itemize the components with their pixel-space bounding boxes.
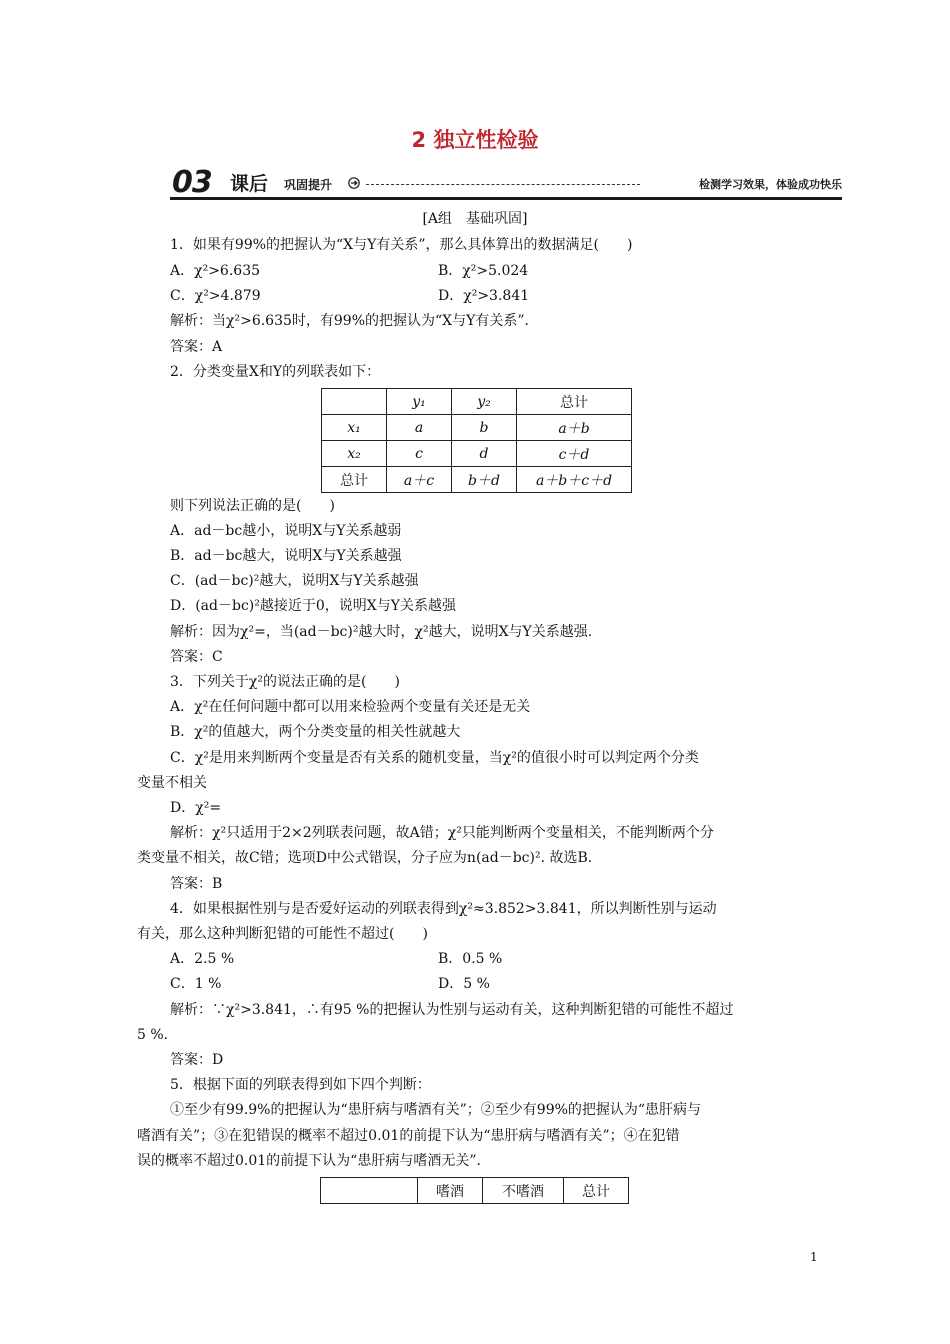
table-cell: 嗜酒 xyxy=(418,1178,483,1204)
banner-tagline: 检测学习效果，体验成功快乐 xyxy=(699,178,842,191)
table-cell: y₂ xyxy=(452,389,517,415)
option-1d: D．χ²>3.841 xyxy=(438,288,530,304)
table-cell: c xyxy=(387,441,452,467)
table-cell: 总计 xyxy=(517,389,632,415)
table-row xyxy=(322,467,632,493)
banner-dash-line xyxy=(366,184,640,185)
table-cell: x₁ xyxy=(322,415,387,441)
table-cell xyxy=(322,389,387,415)
question-4-continued: 有关，那么这种判断犯错的可能性不超过( ) xyxy=(137,926,428,942)
table-cell: x₂ xyxy=(322,441,387,467)
banner-number: 03 xyxy=(172,165,212,200)
table-cell: b xyxy=(452,415,517,441)
contingency-table-1 xyxy=(321,388,632,493)
option-4a: A．2.5 % xyxy=(170,951,235,967)
answer-2: 答案：C xyxy=(170,649,223,665)
option-2c: C．(ad－bc)²越大，说明X与Y关系越强 xyxy=(170,573,419,589)
question-3: 3．下列关于χ²的说法正确的是( ) xyxy=(170,674,400,690)
banner-subtitle: 巩固提升 xyxy=(284,178,333,192)
table-row xyxy=(321,1178,629,1204)
analysis-4: 解析：∵χ²>3.841，∴有95 %的把握认为性别与运动有关，这种判断犯错的可能性不超过 xyxy=(170,1002,734,1018)
table-row xyxy=(322,389,632,415)
page-number: 1 xyxy=(810,1250,818,1264)
option-3c: C．χ²是用来判断两个变量是否有关系的随机变量，当χ²的值很小时可以判定两个分类 xyxy=(170,750,699,766)
table-row xyxy=(322,441,632,467)
question-2: 2．分类变量X和Y的列联表如下： xyxy=(170,364,381,380)
section-header: [A组 基础巩固] xyxy=(422,211,528,227)
question-5-statements-continued: 嗜酒有关”；③在犯错误的概率不超过0.01的前提下认为“患肝病与嗜酒有关”；④在犯错 xyxy=(137,1128,680,1144)
analysis-3: 解析：χ²只适用于2×2列联表问题，故A错；χ²只能判断两个变量相关，不能判断两个分 xyxy=(170,825,714,841)
option-2d: D．(ad－bc)²越接近于0，说明X与Y关系越强 xyxy=(170,598,456,614)
answer-1: 答案：A xyxy=(170,339,223,355)
option-1a: A．χ²>6.635 xyxy=(170,263,261,279)
table-cell: d xyxy=(452,441,517,467)
option-4b: B．0.5 % xyxy=(438,951,503,967)
table-cell: a＋b＋c＋d xyxy=(517,467,632,493)
question-5-statements-end: 误的概率不超过0.01的前提下认为“患肝病与嗜酒无关”. xyxy=(137,1153,481,1169)
table-cell: 总计 xyxy=(564,1178,629,1204)
question-4: 4．如果根据性别与是否爱好运动的列联表得到χ²≈3.852>3.841，所以判断性别与运动 xyxy=(170,901,717,917)
option-2a: A．ad－bc越小，说明X与Y关系越弱 xyxy=(170,523,402,539)
answer-3: 答案：B xyxy=(170,876,223,892)
analysis-1: 解析：当χ²>6.635时，有99%的把握认为“X与Y有关系”． xyxy=(170,313,539,329)
table-cell: a＋b xyxy=(517,415,632,441)
table-cell: c＋d xyxy=(517,441,632,467)
table-cell xyxy=(321,1178,418,1204)
option-4c: C．1 % xyxy=(170,976,222,992)
circle-arrow-icon xyxy=(348,177,360,189)
table-cell: a＋c xyxy=(387,467,452,493)
section-banner xyxy=(170,165,842,200)
analysis-3-continued: 类变量不相关，故C错；选项D中公式错误，分子应为n(ad－bc)². 故选B. xyxy=(137,850,593,866)
option-4d: D．5 % xyxy=(438,976,490,992)
table-cell: b＋d xyxy=(452,467,517,493)
option-1b: B．χ²>5.024 xyxy=(438,263,529,279)
table-cell: a xyxy=(387,415,452,441)
question-2-prompt: 则下列说法正确的是( ) xyxy=(170,498,335,514)
option-3a: A．χ²在任何问题中都可以用来检验两个变量有关还是无关 xyxy=(170,699,531,715)
option-3c-continued: 变量不相关 xyxy=(137,775,207,791)
question-5: 5．根据下面的列联表得到如下四个判断： xyxy=(170,1077,431,1093)
analysis-4-continued: 5 %. xyxy=(137,1027,169,1043)
option-2b: B．ad－bc越大，说明X与Y关系越强 xyxy=(170,548,402,564)
option-3d: D．χ²= xyxy=(170,800,222,816)
table-cell: 不嗜酒 xyxy=(483,1178,564,1204)
banner-word: 课后 xyxy=(230,173,269,195)
table-cell: 总计 xyxy=(322,467,387,493)
question-5-statements: ①至少有99.9%的把握认为“患肝病与嗜酒有关”；②至少有99%的把握认为“患肝病与 xyxy=(170,1102,702,1118)
table-row xyxy=(322,415,632,441)
page-title: 2 独立性检验 xyxy=(411,128,539,152)
table-cell: y₁ xyxy=(387,389,452,415)
contingency-table-2 xyxy=(320,1177,629,1204)
option-1c: C．χ²>4.879 xyxy=(170,288,261,304)
banner-underline xyxy=(170,197,842,200)
analysis-2: 解析：因为χ²=，当(ad－bc)²越大时，χ²越大，说明X与Y关系越强. xyxy=(170,624,593,640)
option-3b: B．χ²的值越大，两个分类变量的相关性就越大 xyxy=(170,724,461,740)
answer-4: 答案：D xyxy=(170,1052,224,1068)
question-1: 1．如果有99%的把握认为“X与Y有关系”，那么具体算出的数据满足( ) xyxy=(170,237,633,253)
